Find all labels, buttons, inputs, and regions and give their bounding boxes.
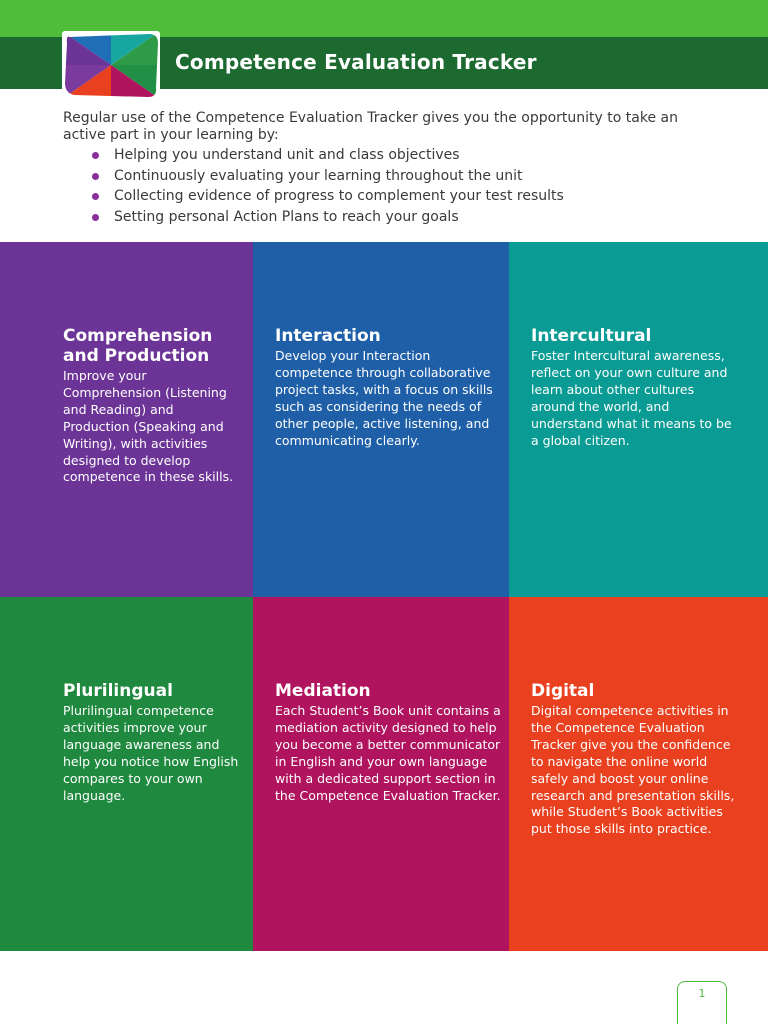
tile-heading: Plurilingual	[63, 681, 173, 701]
tracker-logo-icon	[62, 31, 160, 99]
bullet-icon	[92, 193, 99, 200]
tile-body: Each Student’s Book unit contains a mediation activity designed to help you become a better communicator in English and your own language with a dedicated support section in the Competence Evaluation Tracker.	[275, 703, 501, 803]
tile-interaction	[253, 242, 509, 597]
bullet-icon	[92, 152, 99, 159]
page-number: 1	[698, 987, 706, 1000]
list-item	[92, 147, 712, 168]
tile-body: Plurilingual competence activities improve your language awareness and help you notice how English compares to your own language.	[63, 703, 239, 803]
tile-intercultural	[509, 242, 768, 597]
tile-heading: Comprehension and Production	[63, 326, 213, 366]
page-number-tab	[677, 981, 727, 1024]
tile-comprehension-production	[0, 242, 253, 597]
list-item-text: Helping you understand unit and class objectives	[114, 147, 460, 163]
tile-heading: Mediation	[275, 681, 371, 701]
objectives-list	[92, 147, 712, 229]
tile-mediation	[253, 597, 509, 951]
list-item-text: Setting personal Action Plans to reach your goals	[114, 208, 459, 225]
list-item	[92, 188, 712, 209]
intro-paragraph: Regular use of the Competence Evaluation Tracker gives you the opportunity to take an active part in your learning by:	[63, 110, 678, 143]
bullet-icon	[92, 214, 99, 221]
tile-body: Improve your Comprehension (Listening and Reading) and Production (Speaking and Writing), with activities designed to develop competence in these skills.	[63, 368, 234, 485]
tile-heading: Digital	[531, 681, 595, 701]
list-item	[92, 209, 712, 230]
tile-heading: Interaction	[275, 326, 381, 346]
tile-digital	[509, 597, 768, 951]
tile-heading: Intercultural	[531, 326, 652, 346]
competence-grid	[0, 242, 768, 951]
page-title: Competence Evaluation Tracker	[175, 50, 537, 74]
list-item-text: Collecting evidence of progress to complement your test results	[114, 188, 564, 204]
bullet-icon	[92, 173, 99, 180]
list-item-text: Continuously evaluating your learning throughout the unit	[114, 167, 523, 184]
tile-body: Digital competence activities in the Competence Evaluation Tracker give you the confidence to navigate the online world safely and boost your online research and presentation skills, while Student’s Book activities put those skills into practice.	[531, 703, 735, 837]
list-item	[92, 168, 712, 189]
tile-plurilingual	[0, 597, 253, 951]
tile-body: Develop your Interaction competence through collaborative project tasks, with a focus on skills such as considering the needs of other people, active listening, and communicating clearly.	[275, 348, 493, 448]
tile-body: Foster Intercultural awareness, reflect on your own culture and learn about other cultures around the world, and understand what it means to be a global citizen.	[531, 348, 732, 448]
